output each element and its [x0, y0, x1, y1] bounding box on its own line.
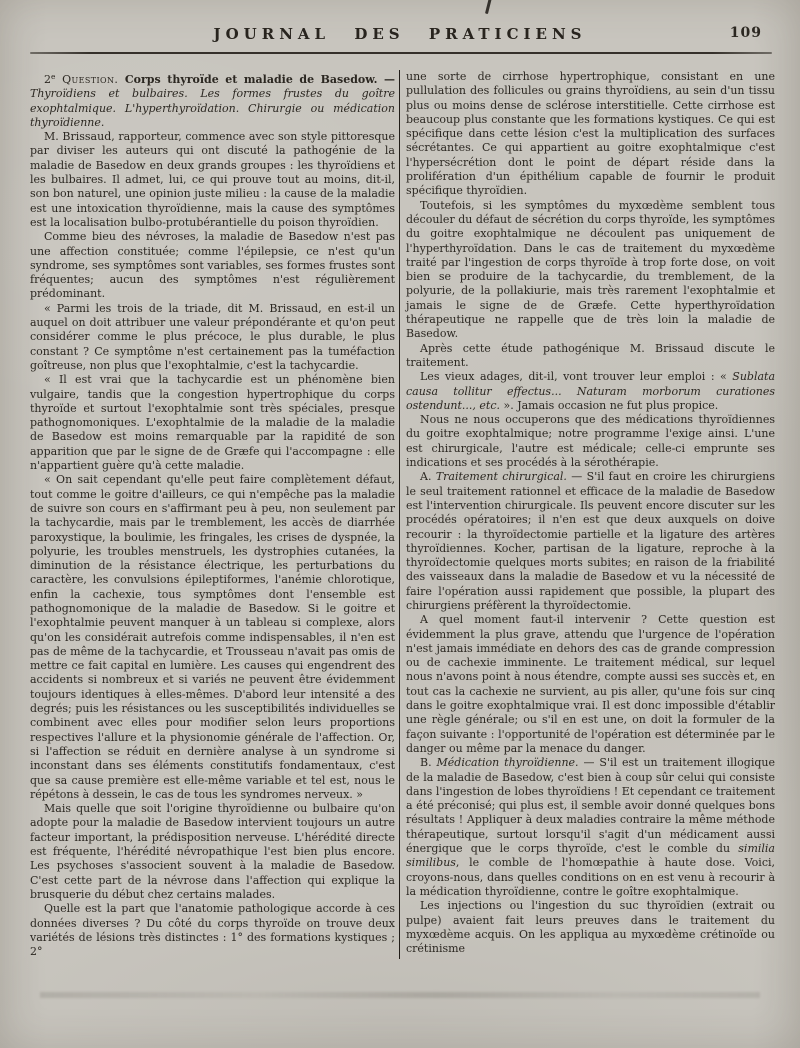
- paragraph: [406, 342, 775, 371]
- journal-title: JOURNAL DES PRATICIENS: [213, 25, 587, 43]
- paragraph: [406, 199, 775, 342]
- paragraph: [30, 230, 395, 301]
- left-column: [30, 70, 395, 959]
- page-number: 109: [729, 25, 762, 41]
- bleed-through-smudge: [40, 992, 760, 998]
- text-segment: Après cette étude pathogénique M. Brissaud discute le traitement.: [406, 341, 775, 369]
- text-segment: « Parmi les trois de la triade, dit M. Brissaud, en est-il un auquel on doit attribuer une valeur prépondérante et qu'on peut considérer comme le plus précoce, le plus durable, le plus constant ? Ce symptôme n'est certainement pas la tuméfaction goîtreuse, non plus que l'exophtalmie, c'est la tachycardie.: [30, 301, 395, 372]
- paragraph: [30, 902, 395, 959]
- paragraph: [406, 413, 775, 470]
- paragraph: [30, 802, 395, 902]
- text-segment: A quel moment faut-il intervenir ? Cette question est évidemment la plus grave, attendu que l'urgence de l'opération n'est jamais immédiate en dehors des cas de grande compression ou de cachexie imminente. Le traitement médical, sur lequel nous n'avons point à nous étendre, compte aussi ses succès et, en tout cas la cachexie ne survient, au pis aller, qu'une fois sur cinq dans le goitre exophtalmique vrai. Il est donc impossible d'établir une règle générale; ou s'il en est une, on doit la formuler de la façon suivante : l'opportunité de l'opération est déterminée par le danger ou même par la menace du danger.: [406, 613, 775, 755]
- text-segment: — S'il faut en croire les chirurgiens le seul traitement rationnel et efficace de la maladie de Basedow est l'intervention chirurgicale. Ils peuvent encore discuter sur les procédés opératoires; il n'en est que deux auxquels on doive recourir : la thyroïdectomie partielle et la ligature des artères thyroïdiennes. Kocher, partisan de la ligature, reproche à la thyroïdectomie quelques morts subites; en raison de la friabilité des vaisseaux dans la maladie de Basedow et vu la nécessité de faire l'opération aussi rapidement que possible, la plupart des chirurgiens préfèrent la thyroïdectomie.: [406, 470, 776, 612]
- paragraph: [406, 756, 775, 899]
- paragraph: [406, 613, 775, 756]
- text-segment: similia similibus: [406, 842, 775, 870]
- text-segment: « On sait cependant qu'elle peut faire complètement défaut, tout comme le goitre d'ailleurs, ce qui n'empêche pas la maladie de suivre son cours en s'affirmant peu à peu, non seulement par la tachycardie, mais par le tremblement, les accès de diarrhée paroxystique, la boulimie, les fringales, les crises de dyspnée, la polyurie, les troubles menstruels, les dystrophies cutanées, la diminution de la résistance électrique, les perturbations du caractère, les convulsions épileptiformes, l'anémie chlorotique, enfin la cachexie, tous symptômes dont l'ensemble est pathognomonique de la maladie de Basedow. Si le goitre et l'exophtalmie peuvent manquer à un tableau si complexe, alors qu'on les considérait autrefois comme indispensables, il n'en est pas de même de la tachycardie, et Trousseau n'avait pas omis de mettre ce fait capital en lumière. Les causes qui engendrent des accidents si nombreux et si variés ne peuvent être évidemment toujours identiques à elles-mêmes. D'abord leur intensité a des degrés; puis les résistances ou les susceptibilités individuelles se combinent avec elles pour modifier selon leurs proportions respectives l'allure et la physionomie générale de l'affection. Or, si l'affection se réduit en dernière analyse à un syndrome si inconstant dans ses éléments constitutifs fondamentaux, c'est que sa cause première est elle-même variable et tel est, nous le répétons à dessein, le cas de tous les syndromes nerveux. »: [30, 473, 395, 801]
- text-segment: A.: [420, 470, 436, 484]
- text-segment: B.: [420, 756, 437, 770]
- text-segment: Nous ne nous occuperons que des médications thyroïdiennes du goitre exophtalmique; notre programme l'exige ainsi. L'une est chirurgicale, l'autre est médicale; celle-ci emprunte ses indications et ses procédés à la sérothérapie.: [406, 413, 775, 470]
- text-segment: , le comble de l'homœpathie à haute dose. Voici, croyons-nous, dans quelles conditions on en est venu à recourir à la médication thyroïdienne, contre le goître exophtalmique.: [406, 856, 775, 898]
- paragraph: [30, 373, 395, 473]
- paragraph: [30, 302, 395, 373]
- paragraph: [406, 70, 775, 199]
- page-header: [0, 0, 800, 47]
- text-segment: Les injections ou l'ingestion du suc thyroïdien (extrait ou pulpe) avaient fait leurs preuves dans le traitement du myxœdème acquis. On les appliqua au myxœdème crétinoïde ou crétinisme: [406, 899, 775, 956]
- text-segment: ». Jamais occasion ne fut plus propice.: [499, 398, 719, 412]
- article-body: [0, 54, 800, 959]
- paragraph: [406, 899, 775, 956]
- text-segment: Sublata causa tollitur effectus... Naturam morborum curationes ostendunt..., etc.: [406, 370, 775, 412]
- paragraph: [406, 470, 775, 613]
- text-segment: Thyroïdiens et bulbaires. Les formes frustes du goître exophtalmique. L'hyperthyroïdation. Chirurgie ou médication thyroïdienne.: [30, 87, 395, 129]
- text-segment: « Il est vrai que la tachycardie est un phénomène bien vulgaire, tandis que la congestion hypertrophique du corps thyroïde et surtout l'exophtalmie sont très spéciales, presque pathognomoniques. L'exophtalmie de la maladie de la maladie de Basedow est moins remarquable par la rapidité de son apparition que par le signe de de Græfe qui l'accompagne : elle n'appartient guère qu'à cette maladie.: [30, 373, 395, 473]
- right-column: [400, 70, 775, 959]
- text-segment: M. Brissaud, rapporteur, commence avec son style pittoresque par diviser les auteurs qui ont discuté la pathogénie de la maladie de Basedow en deux grands groupes : les thyroïdiens et les bulbaires. Il admet, lui, ce qui prouve tout au moins, dit-il, son bon naturel, une opinion juste milieu : la cause de la maladie est une intoxication thyroïdienne, mais la cause des symptômes est la localisation bulbo-protubérantielle du poison thyroïdien.: [30, 130, 395, 229]
- text-segment: Traitement chirurgical.: [435, 470, 567, 484]
- text-segment: Les vieux adages, dit-il, vont trouver leur emploi : «: [420, 370, 733, 384]
- text-segment: e: [51, 72, 56, 81]
- text-segment: une sorte de cirrhose hypertrophique, consistant en une pullulation des follicules ou grains thyroïdiens, au sein d'un tissu plus ou moins dense de sclérose interstitielle. Cette cirrhose est beaucoup plus constante que les formations kystiques. Ce qui est spécifique dans cette lésion c'est la multiplication des surfaces sécrétantes. Ce qui appartient au goitre exophtalmique c'est l'hypersécrétion dont le point de départ réside dans la prolifération d'un épithélium capable de fournir le produit spécifique thyroïdien.: [406, 70, 775, 198]
- text-segment: Comme bieu des névroses, la maladie de Basedow n'est pas une affection constituée; comme l'épilepsie, ce n'est qu'un syndrome, ses symptômes sont variables, ses formes frustes sont fréquentes; aucun des symptômes n'est régulièrement prédominant.: [30, 230, 395, 301]
- text-segment: Question.: [55, 73, 125, 86]
- text-segment: Médication thyroïdienne.: [436, 756, 579, 770]
- text-segment: Corps thyroïde et maladie de Basedow. —: [124, 73, 395, 86]
- text-segment: 2: [44, 73, 51, 86]
- paragraph: [30, 70, 395, 130]
- text-segment: — S'il est un traitement illogique de la maladie de Basedow, c'est bien à coup sûr celui qui consiste dans l'ingestion de lobes thyroïdiens ! Et cependant ce traitement a été préconisé; qui plus est, il semble avoir donné quelques bons résultats ! Appliquer à deux maladies contraire la même méthode thérapeutique, surtout lorsqu'il s'agit d'un médicament aussi énergique que le corps thyroïde, c'est le comble du: [406, 756, 776, 856]
- paragraph: [30, 473, 395, 802]
- text-segment: Mais quelle que soit l'origine thyroïdienne ou bulbaire qu'on adopte pour la maladie de Basedow intervient toujours un autre facteur important, la prédisposition nerveuse. L'hérédité directe est fréquente, l'hérédité névropathique l'est bien plus encore. Les psychoses s'associent souvent à la maladie de Basedow. C'est cette part de la névrose dans l'affection qui explique la brusquerie du début chez certains malades.: [30, 802, 395, 901]
- paragraph: [30, 130, 395, 230]
- text-segment: Toutefois, si les symptômes du myxœdème semblent tous découler du défaut de sécrétion du corps thyroïde, les symptômes du goitre exophtalmique ne découlent pas uniquement de l'hyperthyroïdation. Dans le cas de traitement du myxœdème traité par l'ingestion de corps thyroïde à trop forte dose, on voit bien se produire de la tachycardie, du tremblement, de la polyurie, de la pollakiurie, mais très rarement l'exophtalmie et jamais le signe de de Græfe. Cette hyperthyroïdation thérapeutique ne rappelle que de très loin la maladie de Basedow.: [406, 198, 775, 341]
- text-segment: Quelle est la part que l'anatomie pathologique accorde à ces données diverses ? Du côté du corps thyroïde on trouve deux variétés de lésions très distinctes : 1° des formations kystiques ; 2°: [30, 902, 395, 959]
- paragraph: [406, 370, 775, 413]
